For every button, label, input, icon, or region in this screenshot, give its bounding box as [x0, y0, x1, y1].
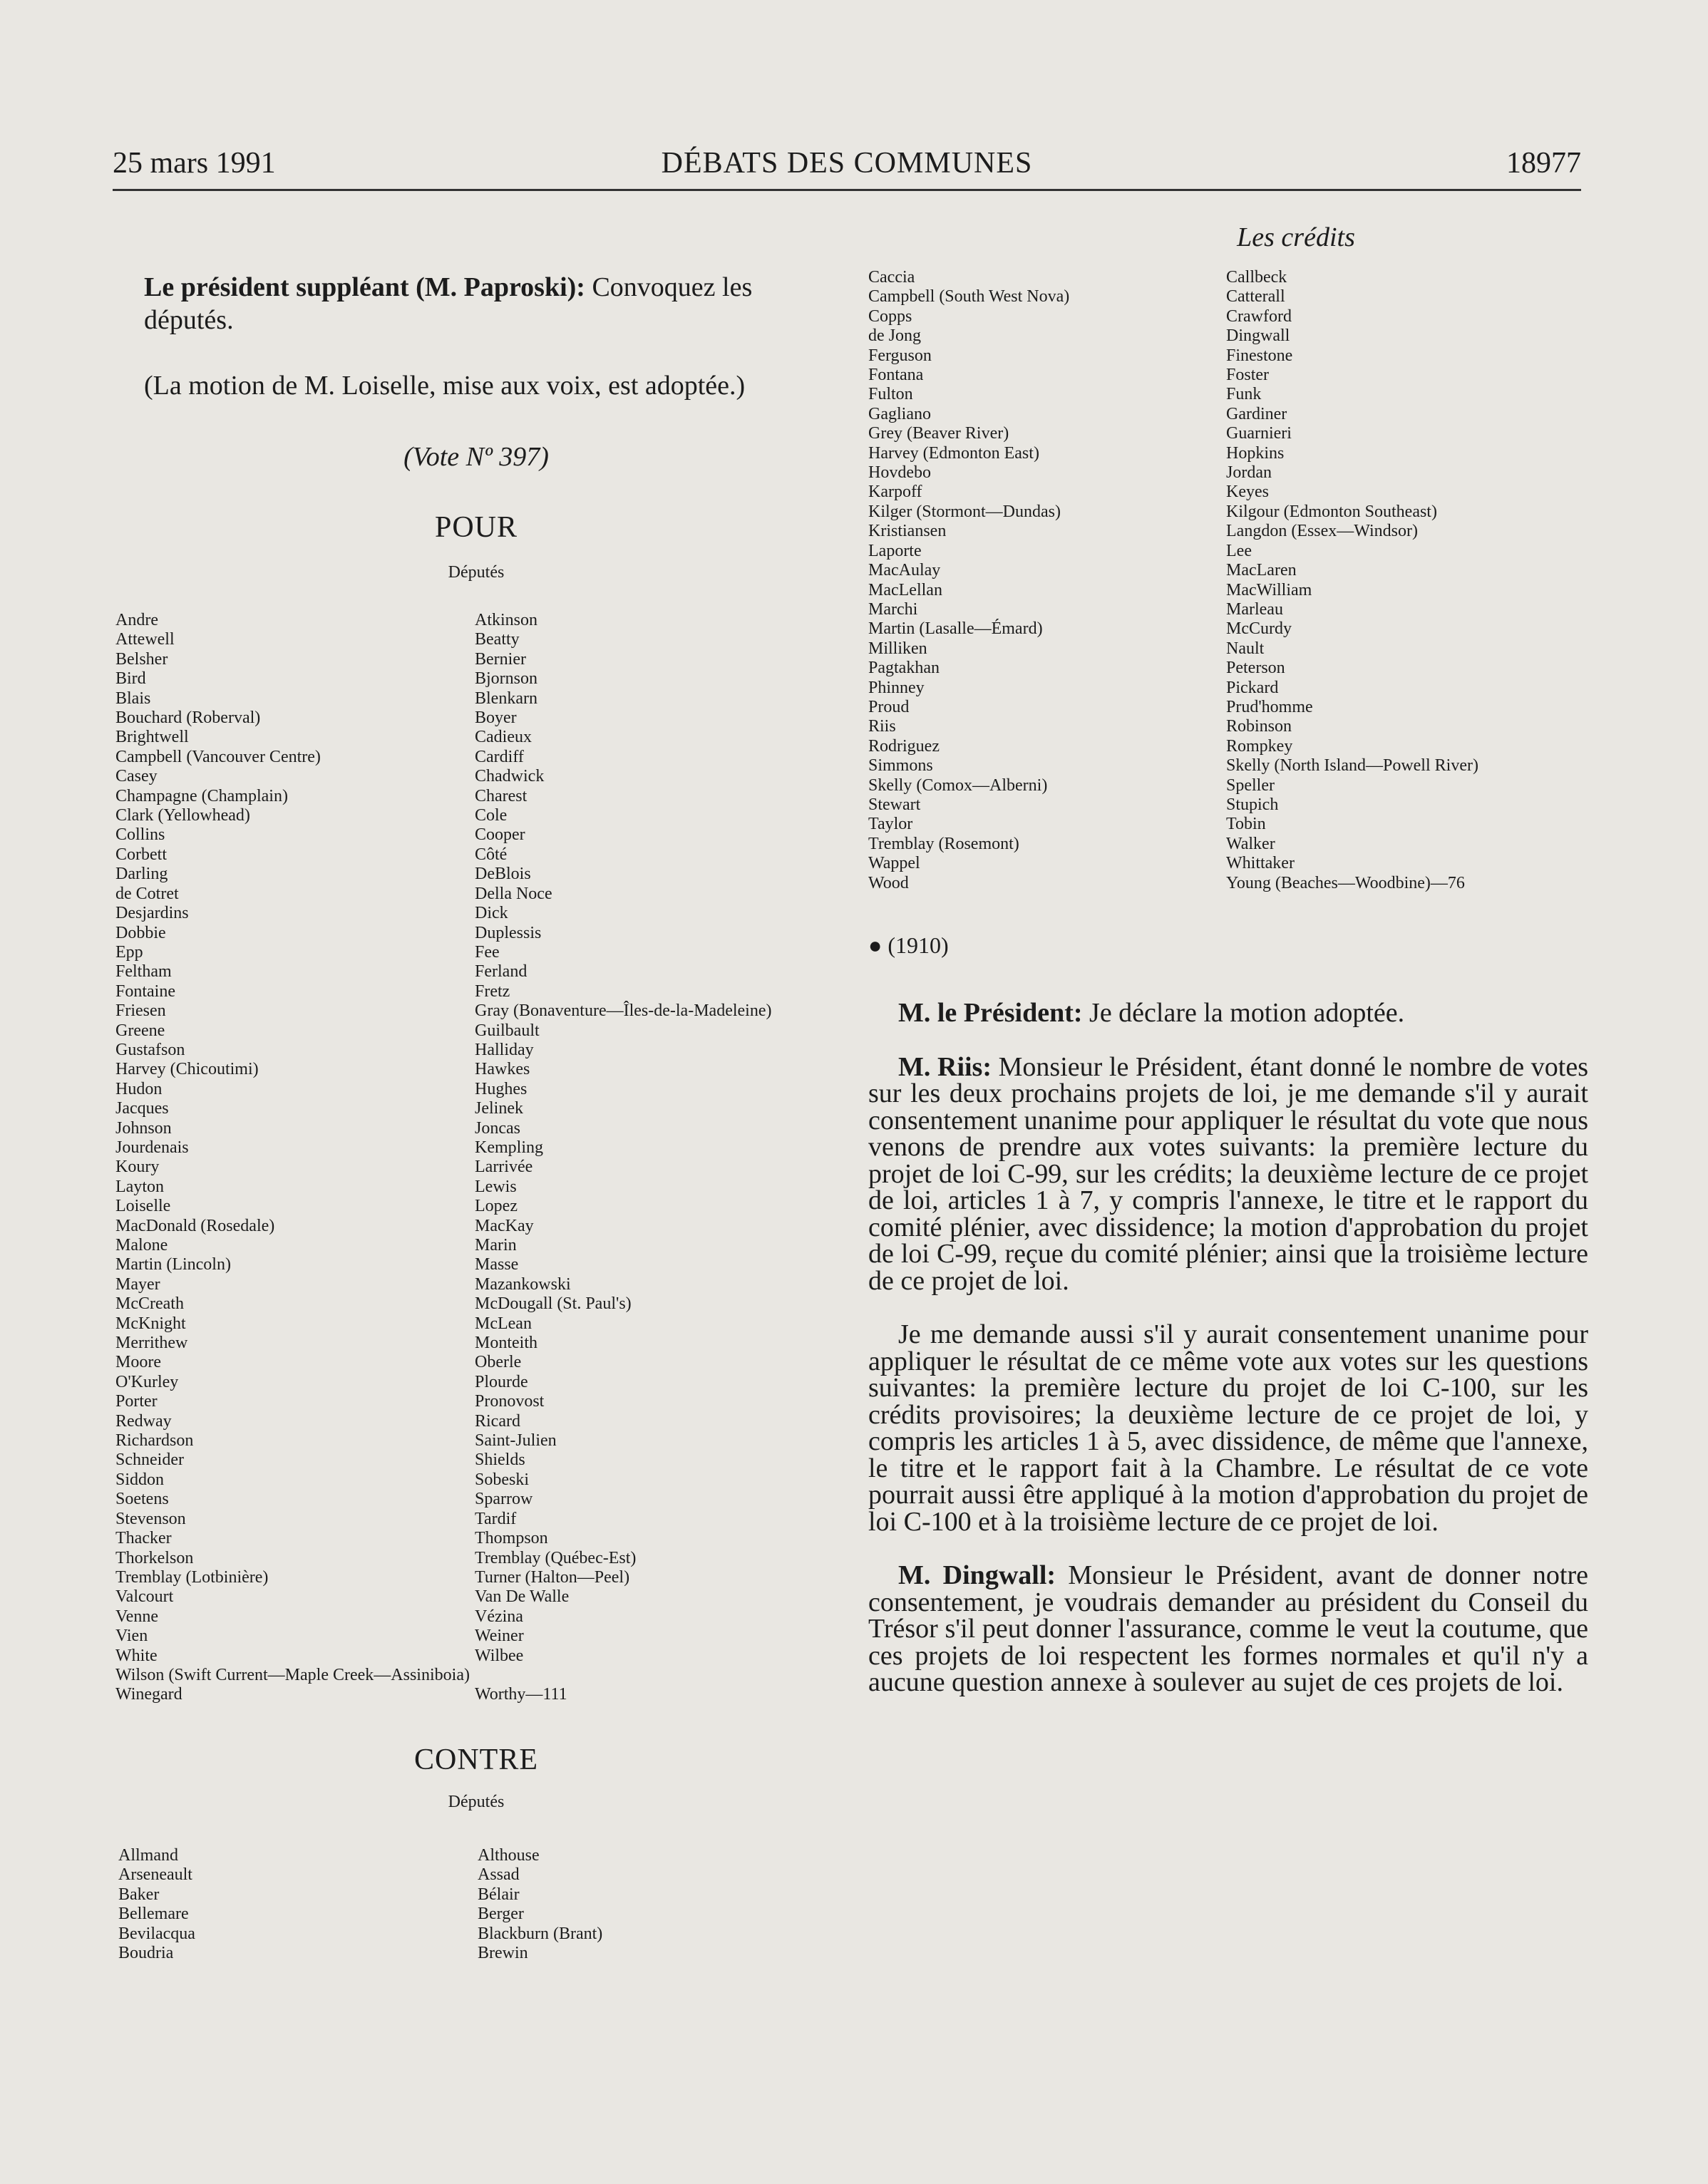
member-name: Jacques	[115, 1099, 169, 1118]
running-head: Les crédits	[1237, 222, 1355, 252]
member-name: Copps	[868, 307, 912, 326]
member-name: Boyer	[475, 709, 517, 728]
member-name: Koury	[115, 1158, 160, 1177]
member-name: Champagne (Champlain)	[115, 786, 288, 805]
member-name: Layton	[115, 1177, 164, 1196]
member-name: Cooper	[475, 825, 525, 845]
member-name: Collins	[115, 825, 165, 845]
member-name: Fontana	[868, 366, 924, 385]
member-name: MacWilliam	[1226, 580, 1312, 599]
member-name: Atkinson	[475, 611, 538, 629]
member-name: Feltham	[115, 962, 172, 982]
member-name: Worthy—111	[475, 1685, 567, 1704]
member-name: Gagliano	[868, 404, 931, 423]
member-name: Côté	[475, 845, 508, 864]
member-name: Tobin	[1226, 815, 1266, 834]
member-name: McCurdy	[1226, 619, 1292, 639]
member-name: Rodriguez	[868, 736, 940, 756]
member-name: Funk	[1226, 385, 1262, 404]
member-name: Robinson	[1226, 717, 1292, 736]
contre-column-1	[118, 1846, 195, 1963]
member-name: Assad	[478, 1865, 520, 1885]
member-name: Thorkelson	[115, 1548, 194, 1567]
member-name: Fulton	[868, 385, 913, 404]
member-name: Hughes	[475, 1079, 528, 1098]
member-name: Skelly (Comox—Alberni)	[868, 776, 1048, 795]
contre-continued-column-2	[1226, 268, 1478, 893]
member-name: Saint-Julien	[475, 1431, 557, 1451]
member-name: Althouse	[478, 1846, 540, 1865]
member-name: Bird	[115, 669, 146, 689]
member-name: Finestone	[1226, 346, 1293, 365]
member-name: MacLaren	[1226, 561, 1297, 580]
member-name: Keyes	[1226, 483, 1269, 502]
member-name: Siddon	[115, 1470, 165, 1489]
member-name: Allmand	[118, 1846, 178, 1865]
member-name: Boudria	[118, 1944, 174, 1963]
member-name: Marleau	[1226, 599, 1283, 619]
member-name: Valcourt	[115, 1587, 174, 1607]
member-name: Wilson (Swift Current—Maple Creek—Assiniboia)	[115, 1665, 470, 1684]
member-name: Masse	[475, 1255, 519, 1274]
pour-title: POUR	[434, 511, 518, 544]
member-name: Ricard	[475, 1411, 520, 1431]
pour-member-list	[115, 611, 840, 1709]
member-name: Pagtakhan	[868, 659, 940, 678]
member-name: Richardson	[115, 1431, 194, 1451]
member-name: Caccia	[868, 268, 915, 287]
member-name: Soetens	[115, 1490, 169, 1509]
member-name: Fee	[475, 942, 500, 962]
speaker-name: M. le Président:	[898, 998, 1083, 1028]
member-name: Cardiff	[475, 747, 524, 766]
member-name: Winegard	[115, 1685, 182, 1704]
member-name: Riis	[868, 717, 896, 736]
member-name: Proud	[868, 697, 910, 716]
member-name: Stevenson	[115, 1509, 186, 1528]
member-name: Malone	[115, 1236, 168, 1255]
member-name: Lewis	[475, 1177, 517, 1196]
member-name: Grey (Beaver River)	[868, 424, 1009, 443]
member-name: Bevilacqua	[118, 1924, 195, 1943]
member-name: Schneider	[115, 1451, 184, 1470]
speaker-text: Convoquez les députés.	[144, 272, 753, 335]
member-name: Tremblay (Rosemont)	[868, 834, 1019, 853]
contre-member-list	[118, 1846, 840, 1967]
member-name: Tardif	[475, 1509, 517, 1528]
member-name: Ferland	[475, 962, 528, 982]
member-name: Thacker	[115, 1529, 172, 1548]
member-name: Greene	[115, 1021, 165, 1040]
member-name: Campbell (Vancouver Centre)	[115, 747, 321, 766]
member-name: Tremblay (Québec-Est)	[475, 1548, 637, 1567]
member-name: Brightwell	[115, 728, 189, 747]
member-name: Marin	[475, 1236, 517, 1255]
member-name: Peterson	[1226, 659, 1285, 678]
member-name: Vézina	[475, 1607, 523, 1626]
member-name: Wilbee	[475, 1646, 524, 1665]
member-name: Wappel	[868, 854, 920, 873]
member-name: Wood	[868, 873, 909, 892]
member-name: Phinney	[868, 678, 925, 697]
member-name: MacKay	[475, 1216, 534, 1235]
member-name: Kristiansen	[868, 522, 947, 541]
member-name: Campbell (South West Nova)	[868, 287, 1070, 307]
member-name: Catterall	[1226, 287, 1285, 307]
member-name: Weiner	[475, 1627, 524, 1646]
pour-column-2	[475, 611, 771, 1705]
member-name: Venne	[115, 1607, 158, 1626]
member-name: Nault	[1226, 639, 1265, 658]
member-name: Bernier	[475, 649, 526, 669]
member-name: Laporte	[868, 541, 922, 560]
member-name: McDougall (St. Paul's)	[475, 1294, 632, 1314]
member-name: Belsher	[115, 649, 168, 669]
member-name: Dick	[475, 904, 508, 923]
member-name: Charest	[475, 786, 528, 805]
member-name: Marchi	[868, 599, 918, 619]
member-name: Hawkes	[475, 1060, 530, 1079]
member-name: O'Kurley	[115, 1372, 179, 1391]
member-name: Jourdenais	[115, 1138, 189, 1157]
member-name: White	[115, 1646, 158, 1665]
member-name: Chadwick	[475, 767, 545, 786]
member-name: Hopkins	[1226, 443, 1285, 463]
member-name: Sparrow	[475, 1490, 533, 1509]
member-name: Simmons	[868, 756, 933, 776]
member-name: Berger	[478, 1905, 524, 1924]
member-name: DeBlois	[475, 865, 531, 884]
member-name: McKnight	[115, 1314, 186, 1333]
member-name: Martin (Lasalle—Émard)	[868, 619, 1043, 639]
member-name: Joncas	[475, 1118, 520, 1138]
member-name: Crawford	[1226, 307, 1292, 326]
member-name: Bjornson	[475, 669, 538, 689]
member-name: Jelinek	[475, 1099, 523, 1118]
member-name: Attewell	[115, 630, 175, 649]
member-name: Loiselle	[115, 1197, 171, 1216]
speaker-name: M. Riis:	[898, 1051, 992, 1082]
member-name: Desjardins	[115, 904, 189, 923]
speaker-text: Je déclare la motion adoptée.	[1082, 998, 1405, 1028]
speaker-text: Monsieur le Président, étant donné le nombre de votes sur les deux prochains projets de loi, je me demande s'il y aurait consentement unanime pour appliquer le résultat du vote que nous venons de prendre aux votes suivants: la première lecture du projet de loi C-99, sur les crédits; la deuxième lecture de ce projet de loi, articles 1 à 7, y compris l'annexe, le titre et le rapport du comité plénier, avec dissidence; la motion d'approbation du projet de loi C-99, reçue du comité plénier; ainsi que la troisième lecture de ce projet de loi.	[868, 1051, 1588, 1296]
member-name: Kempling	[475, 1138, 543, 1157]
vote-label: (Vote Nº 397)	[403, 442, 549, 472]
contre-title: CONTRE	[414, 1743, 538, 1776]
member-name	[475, 1666, 771, 1685]
member-name: Cole	[475, 806, 508, 825]
member-name: Pronovost	[475, 1392, 545, 1411]
member-name: Larrivée	[475, 1158, 533, 1177]
member-name: MacAulay	[868, 561, 941, 580]
member-name: Brewin	[478, 1944, 528, 1963]
member-name: Corbett	[115, 845, 167, 864]
member-name: Oberle	[475, 1353, 522, 1372]
pour-column-1	[115, 611, 470, 1705]
member-name: Shields	[475, 1451, 525, 1470]
contre-continued-column-1	[868, 268, 1069, 893]
left-column	[113, 271, 840, 1967]
member-name: Bellemare	[118, 1905, 189, 1924]
member-name: MacDonald (Rosedale)	[115, 1216, 275, 1235]
member-name: Bouchard (Roberval)	[115, 709, 261, 728]
member-name: Mayer	[115, 1274, 160, 1294]
member-name: Speller	[1226, 776, 1275, 795]
member-name: Harvey (Chicoutimi)	[115, 1060, 259, 1079]
member-name: Baker	[118, 1885, 160, 1904]
member-name: Blackburn (Brant)	[478, 1924, 603, 1943]
member-name: Hovdebo	[868, 463, 931, 483]
member-name: Cadieux	[475, 728, 532, 747]
member-name: Plourde	[475, 1372, 528, 1391]
member-name: Kilger (Stormont—Dundas)	[868, 502, 1061, 521]
member-name: Arseneault	[118, 1865, 192, 1885]
contre-column-2	[478, 1846, 602, 1963]
member-name: Callbeck	[1226, 268, 1287, 287]
member-name: Ferguson	[868, 346, 932, 365]
member-name: Stupich	[1226, 795, 1279, 814]
member-name: Gray (Bonaventure—Îles-de-la-Madeleine)	[475, 1001, 772, 1021]
member-name: Stewart	[868, 795, 921, 814]
speaker-paragraph	[113, 271, 840, 336]
member-name: Fretz	[475, 982, 510, 1001]
member-name: Sobeski	[475, 1470, 530, 1489]
member-name: Halliday	[475, 1040, 534, 1059]
member-name: Mazankowski	[475, 1274, 571, 1294]
member-name: Van De Walle	[475, 1587, 570, 1607]
member-name: Epp	[115, 942, 143, 962]
member-name: Darling	[115, 865, 168, 884]
member-name: Fontaine	[115, 982, 175, 1001]
member-name: Clark (Yellowhead)	[115, 806, 250, 825]
member-name: Porter	[115, 1392, 158, 1411]
member-name: Prud'homme	[1226, 697, 1313, 716]
right-column	[868, 221, 1588, 1696]
member-name: Dobbie	[115, 923, 166, 942]
time-stamp: ● (1910)	[868, 932, 949, 958]
speaker-text: Monsieur le Président, avant de donner notre consentement, je voudrais demander au président du Conseil du Trésor s'il peut donner l'assurance, comme le veut la coutume, que ces projets de loi respectent les formes normales et qu'il n'y a aucune question annexe à soulever au sujet de ces projets de loi.	[868, 1560, 1588, 1697]
contre-member-list-continued	[868, 268, 1588, 895]
page-header	[113, 146, 1581, 191]
member-name: McLean	[475, 1314, 532, 1333]
member-name: Guarnieri	[1226, 424, 1292, 443]
member-name: Casey	[115, 767, 158, 786]
member-name: Bélair	[478, 1885, 520, 1904]
member-name: Lopez	[475, 1197, 518, 1216]
member-name: Turner (Halton—Peel)	[475, 1567, 630, 1587]
speaker-name: Le président suppléant (M. Paproski):	[144, 272, 585, 302]
member-name: de Cotret	[115, 884, 179, 903]
member-name: Blenkarn	[475, 689, 537, 708]
member-name: de Jong	[868, 326, 921, 346]
header-date: 25 mars 1991	[113, 147, 276, 180]
member-name: Skelly (North Island—Powell River)	[1226, 756, 1478, 776]
pour-subtitle: Députés	[448, 563, 505, 582]
member-name: Blais	[115, 689, 151, 708]
member-name: Pickard	[1226, 678, 1279, 697]
member-name: Whittaker	[1226, 854, 1295, 873]
member-name: Lee	[1226, 541, 1252, 560]
member-name: Gardiner	[1226, 404, 1287, 423]
member-name: Friesen	[115, 1001, 166, 1021]
member-name: Hudon	[115, 1079, 163, 1098]
member-name: Guilbault	[475, 1021, 540, 1040]
member-name: Johnson	[115, 1118, 172, 1138]
member-name: Walker	[1226, 834, 1275, 853]
member-name: Rompkey	[1226, 736, 1293, 756]
riis-paragraph	[868, 1051, 1588, 1296]
contre-subtitle: Députés	[448, 1793, 505, 1811]
motion-paragraph: (La motion de M. Loiselle, mise aux voix, est adoptée.)	[144, 371, 746, 401]
speaker-name: M. Dingwall:	[898, 1560, 1056, 1590]
member-name: Redway	[115, 1411, 172, 1431]
member-name: Monteith	[475, 1334, 537, 1353]
header-page-number: 18977	[1506, 147, 1581, 180]
president-paragraph	[868, 1000, 1588, 1027]
member-name: MacLellan	[868, 580, 942, 599]
member-name: Harvey (Edmonton East)	[868, 443, 1039, 463]
member-name: Taylor	[868, 815, 913, 834]
member-name: Merrithew	[115, 1334, 188, 1353]
member-name: Andre	[115, 611, 158, 629]
member-name: Langdon (Essex—Windsor)	[1226, 522, 1418, 541]
member-name: Duplessis	[475, 923, 542, 942]
member-name: Dingwall	[1226, 326, 1290, 346]
continued-paragraph: Je me demande aussi s'il y aurait consentement unanime pour appliquer le résultat de ce même vote aux votes sur les questions suivantes: la première lecture du projet de loi C-100, sur les crédits provisoires; la deuxième lecture de ce projet de loi, y compris les articles 1 à 5, avec dissidence, de même que l'annexe, le titre et le rapport fait à la Chambre. Le résultat de ce vote pourrait aussi être appliqué à la motion d'approbation du projet de loi C-100 et à la troisième lecture de ce projet de loi.	[868, 1319, 1588, 1537]
member-name: Vien	[115, 1627, 148, 1646]
header-title: DÉBATS DES COMMUNES	[661, 147, 1033, 180]
member-name: Beatty	[475, 630, 520, 649]
member-name: Foster	[1226, 366, 1269, 385]
member-name: Martin (Lincoln)	[115, 1255, 231, 1274]
member-name: Karpoff	[868, 483, 922, 502]
member-name: Della Noce	[475, 884, 552, 903]
member-name: McCreath	[115, 1294, 184, 1314]
member-name: Thompson	[475, 1529, 548, 1548]
member-name: Gustafson	[115, 1040, 185, 1059]
dingwall-paragraph	[868, 1562, 1588, 1696]
member-name: Kilgour (Edmonton Southeast)	[1226, 502, 1437, 521]
member-name: Milliken	[868, 639, 927, 658]
member-name: Tremblay (Lotbinière)	[115, 1567, 269, 1587]
member-name: Jordan	[1226, 463, 1272, 483]
member-name: Moore	[115, 1353, 161, 1372]
member-name: Young (Beaches—Woodbine)—76	[1226, 873, 1465, 892]
